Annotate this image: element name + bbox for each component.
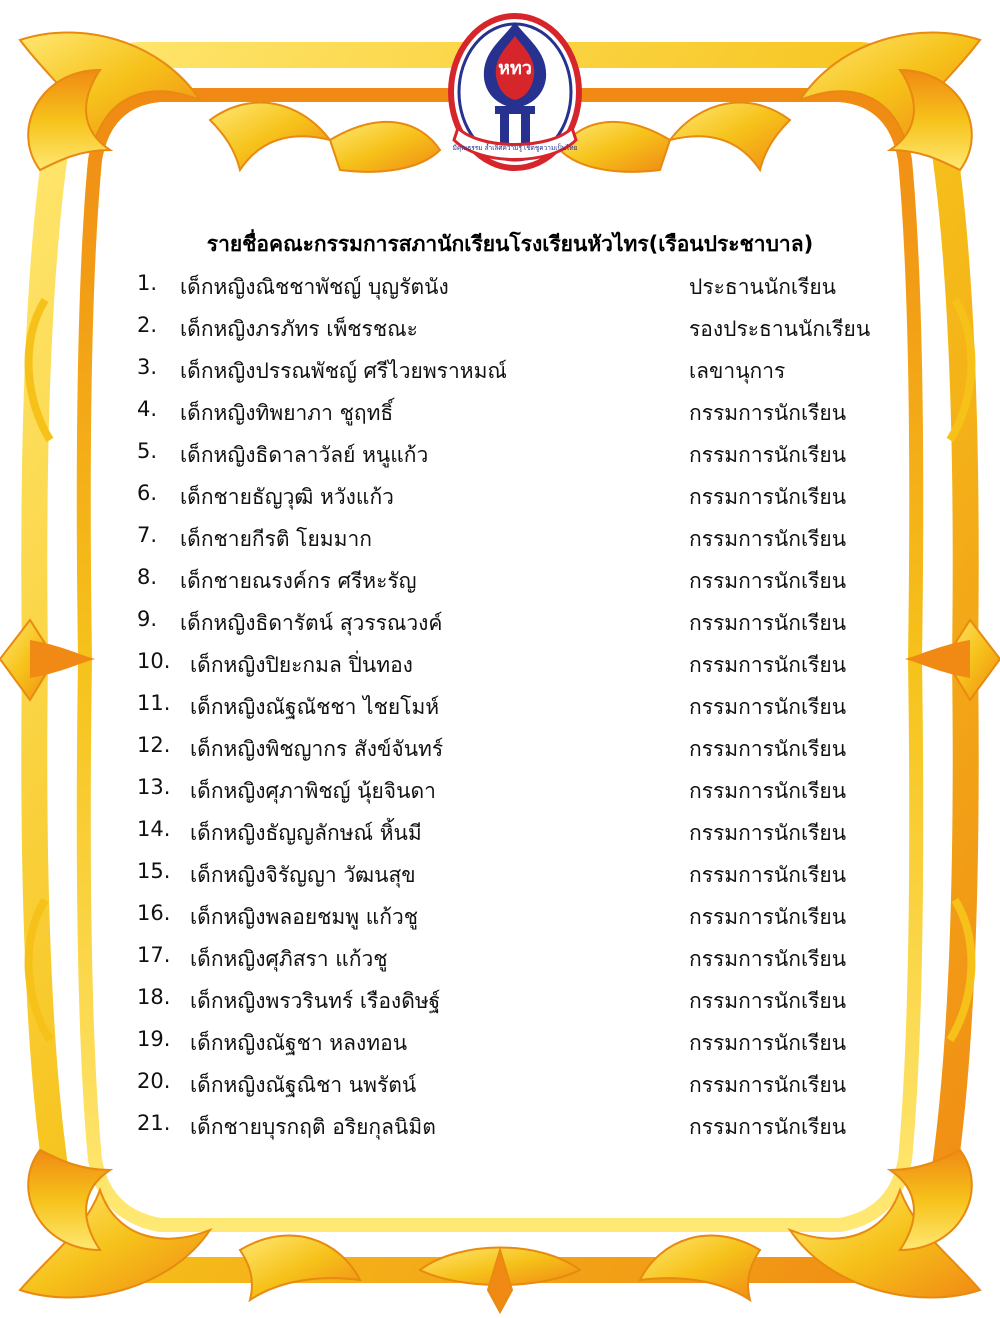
item-number: 2. bbox=[137, 313, 158, 337]
item-number: 7. bbox=[137, 523, 158, 547]
item-number: 19. bbox=[137, 1027, 171, 1051]
list-item bbox=[0, 775, 1000, 811]
list-item bbox=[0, 859, 1000, 895]
member-name: เด็กหญิงธิดาลาวัลย์ หนูแก้ว bbox=[180, 443, 429, 467]
member-role: กรรมการนักเรียน bbox=[689, 737, 847, 761]
item-number: 15. bbox=[137, 859, 171, 883]
item-number: 3. bbox=[137, 355, 158, 379]
member-role: กรรมการนักเรียน bbox=[689, 947, 847, 971]
member-role: เลขานุการ bbox=[689, 359, 786, 383]
logo-top-lettering: หทว bbox=[498, 58, 532, 79]
member-name: เด็กหญิงพลอยชมพู แก้วชู bbox=[190, 905, 419, 929]
member-role: กรรมการนักเรียน bbox=[689, 485, 847, 509]
list-item bbox=[0, 649, 1000, 685]
item-number: 6. bbox=[137, 481, 158, 505]
item-number: 10. bbox=[137, 649, 171, 673]
member-name: เด็กหญิงศุภาพิชญ์ นุ้ยจินดา bbox=[190, 779, 436, 803]
list-item bbox=[0, 355, 1000, 391]
member-role: ประธานนักเรียน bbox=[689, 275, 837, 299]
item-number: 13. bbox=[137, 775, 171, 799]
member-name: เด็กหญิงณัฐชา หลงทอน bbox=[190, 1031, 408, 1055]
member-role: กรรมการนักเรียน bbox=[689, 653, 847, 677]
member-name: เด็กหญิงณัฐณิชา นพรัตน์ bbox=[190, 1073, 417, 1097]
item-number: 21. bbox=[137, 1111, 171, 1135]
member-name: เด็กหญิงพรวรินทร์ เรืองดิษฐ์ bbox=[190, 989, 441, 1013]
member-role: กรรมการนักเรียน bbox=[689, 401, 847, 425]
list-item bbox=[0, 481, 1000, 517]
item-number: 9. bbox=[137, 607, 158, 631]
list-item bbox=[0, 733, 1000, 769]
member-name: เด็กชายบุรกฤติ อริยกุลนิมิต bbox=[190, 1115, 436, 1139]
member-role: กรรมการนักเรียน bbox=[689, 569, 847, 593]
member-name: เด็กหญิงปิยะกมล ปิ่นทอง bbox=[190, 653, 413, 677]
item-number: 17. bbox=[137, 943, 171, 967]
list-item bbox=[0, 439, 1000, 475]
member-name: เด็กชายกีรติ โยมมาก bbox=[180, 527, 372, 551]
list-item bbox=[0, 691, 1000, 727]
list-item bbox=[0, 1111, 1000, 1147]
list-item bbox=[0, 1069, 1000, 1105]
member-role: กรรมการนักเรียน bbox=[689, 695, 847, 719]
member-role: กรรมการนักเรียน bbox=[689, 905, 847, 929]
list-item bbox=[0, 607, 1000, 643]
item-number: 5. bbox=[137, 439, 158, 463]
list-item bbox=[0, 943, 1000, 979]
member-role: กรรมการนักเรียน bbox=[689, 611, 847, 635]
member-name: เด็กหญิงณัฐณัชชา ไชยโมห์ bbox=[190, 695, 440, 719]
list-item bbox=[0, 985, 1000, 1021]
item-number: 12. bbox=[137, 733, 171, 757]
member-role: กรรมการนักเรียน bbox=[689, 1073, 847, 1097]
list-item bbox=[0, 901, 1000, 937]
member-role: กรรมการนักเรียน bbox=[689, 1031, 847, 1055]
member-name: เด็กชายธัญวุฒิ หวังแก้ว bbox=[180, 485, 394, 509]
member-name: เด็กหญิงจิรัญญา วัฒนสุข bbox=[190, 863, 416, 887]
item-number: 11. bbox=[137, 691, 171, 715]
member-role: กรรมการนักเรียน bbox=[689, 989, 847, 1013]
member-name: เด็กหญิงณิชชาพัชญ์ บุญรัตนัง bbox=[180, 275, 449, 299]
member-name: เด็กหญิงปรรณพัชญ์ ศรีไวยพราหมณ์ bbox=[180, 359, 507, 383]
member-role: กรรมการนักเรียน bbox=[689, 821, 847, 845]
item-number: 20. bbox=[137, 1069, 171, 1093]
member-role: รองประธานนักเรียน bbox=[689, 317, 871, 341]
item-number: 1. bbox=[137, 271, 158, 295]
item-number: 14. bbox=[137, 817, 171, 841]
member-name: เด็กหญิงพิชญากร สังข์จันทร์ bbox=[190, 737, 444, 761]
list-item bbox=[0, 523, 1000, 559]
list-item bbox=[0, 817, 1000, 853]
item-number: 16. bbox=[137, 901, 171, 925]
member-role: กรรมการนักเรียน bbox=[689, 779, 847, 803]
member-name: เด็กหญิงธิดารัตน์ สุวรรณวงค์ bbox=[180, 611, 443, 635]
item-number: 18. bbox=[137, 985, 171, 1009]
member-role: กรรมการนักเรียน bbox=[689, 1115, 847, 1139]
item-number: 8. bbox=[137, 565, 158, 589]
member-role: กรรมการนักเรียน bbox=[689, 443, 847, 467]
list-item bbox=[0, 565, 1000, 601]
list-item bbox=[0, 397, 1000, 433]
list-item bbox=[0, 271, 1000, 307]
list-item bbox=[0, 1027, 1000, 1063]
member-name: เด็กหญิงทิพยาภา ชูฤทธิ์ bbox=[180, 401, 394, 425]
member-name: เด็กชายณรงค์กร ศรีหะรัญ bbox=[180, 569, 417, 593]
member-name: เด็กหญิงภรภัทร เพ็ชรชณะ bbox=[180, 317, 418, 341]
list-item bbox=[0, 313, 1000, 349]
member-role: กรรมการนักเรียน bbox=[689, 863, 847, 887]
member-role: กรรมการนักเรียน bbox=[689, 527, 847, 551]
logo-ribbon-lettering: มีคุณธรรม ล้ำเลิศความรู้ เชิดชูความเป็นไทย bbox=[452, 144, 578, 152]
page-title: รายชื่อคณะกรรมการสภานักเรียนโรงเรียนหัวไทร(เรือนประชาบาล) bbox=[206, 232, 814, 256]
member-name: เด็กหญิงศุภิสรา แก้วชู bbox=[190, 947, 388, 971]
member-name: เด็กหญิงธัญญลักษณ์ หิ้นมี bbox=[190, 821, 422, 845]
item-number: 4. bbox=[137, 397, 158, 421]
